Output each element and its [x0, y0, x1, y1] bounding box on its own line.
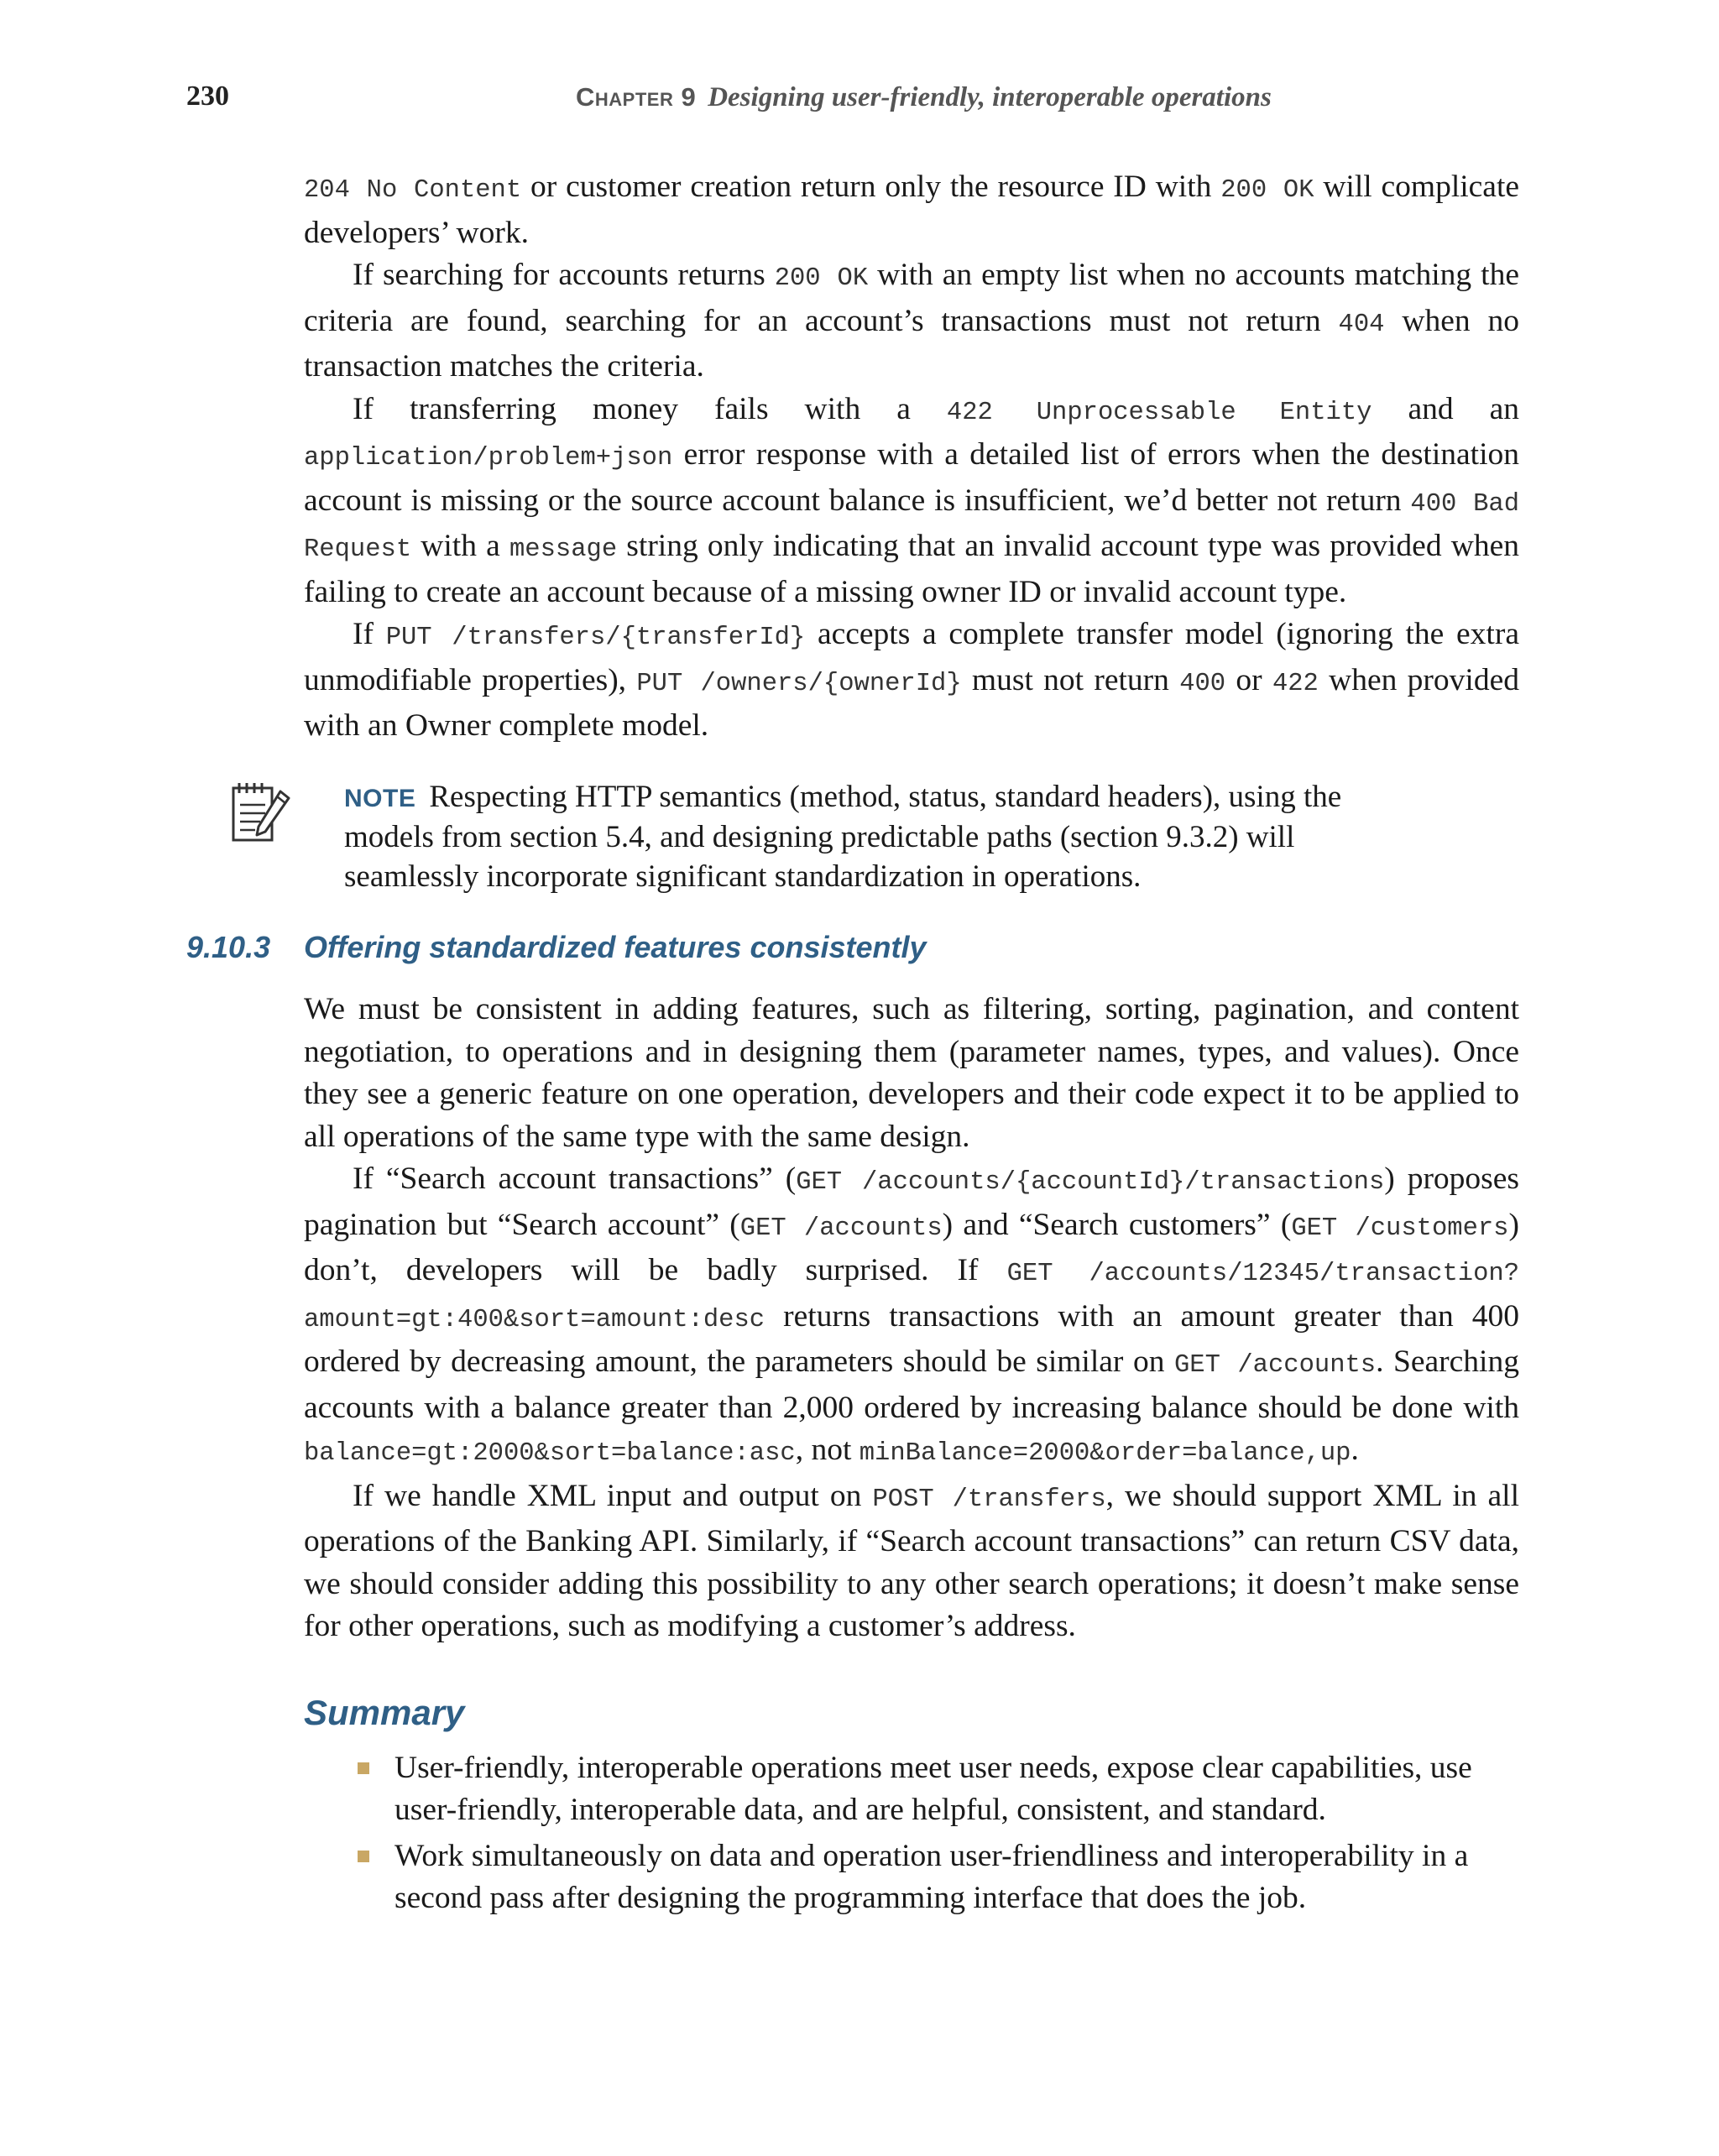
code-inline: 200 OK	[774, 264, 869, 293]
text-run: returns transactions with an amount greater than 400 ordered by decreasing amount, the parameters should be similar on	[304, 1298, 1519, 1379]
code-inline: GET /accounts	[739, 1214, 943, 1243]
code-inline: GET /accounts	[1174, 1351, 1377, 1380]
summary-list	[304, 1747, 1519, 1920]
code-inline: PUT /transfers/{transferId}	[385, 624, 806, 652]
chapter-title: Designing user-friendly, interoperable operations	[708, 82, 1272, 112]
section-number: 9.10.3	[186, 930, 271, 964]
text-run: ) don’t, developers will be badly surprised. If	[304, 1207, 1519, 1287]
text-run: If we handle XML input and output on	[353, 1478, 873, 1513]
text-run: .	[1351, 1433, 1359, 1467]
text-run: If “Search account transactions” (	[353, 1162, 797, 1196]
code-inline: PUT /owners/{ownerId}	[636, 669, 962, 698]
paragraph	[304, 1158, 1519, 1475]
code-inline: 404	[1338, 310, 1385, 339]
code-inline: 200 OK	[1220, 176, 1314, 205]
text-run: will complicate developers’ work.	[304, 170, 1520, 250]
text-run: error response with a detailed list of errors when the destination account is missing or the source account balance is insufficient, we’d better not return	[304, 437, 1519, 518]
paragraph-continued	[304, 166, 1519, 254]
text-run: when provided with an Owner complete model.	[304, 662, 1519, 743]
note-body: Respecting HTTP semantics (method, status, standard headers), using the models from section 5.4, and designing predictable paths (section 9.3.2) will seamlessly incorporate significant standardization in operations.	[344, 779, 1342, 894]
page-number: 230	[186, 81, 229, 112]
text-run: with an empty list when no accounts matching the criteria are found, searching for an account’s transactions must not return	[304, 258, 1519, 338]
summary-item	[304, 1747, 1519, 1832]
code-inline: minBalance=2000&order=balance,up	[859, 1439, 1351, 1468]
text-run: ) proposes pagination but “Search account” (	[304, 1162, 1520, 1242]
text-run: and an	[1372, 391, 1519, 426]
text-run: or customer creation return only the resource ID with	[521, 170, 1221, 204]
code-inline: balance=gt:2000&sort=balance:asc	[304, 1439, 796, 1468]
square-bullet-icon	[358, 1851, 369, 1862]
code-inline: POST /transfers	[872, 1485, 1106, 1514]
text-run: must not return	[961, 662, 1180, 697]
code-inline: 422	[1272, 669, 1319, 698]
note-label: NOTE	[344, 784, 416, 812]
paragraph: We must be consistent in adding features, such as filtering, sorting, pagination, and content negotiation, to operations and in designing them (parameter names, types, and values). Once they see a generic feature on one operation, developers and their code expect it to be applied to all operations of the same type with the same design.	[304, 992, 1519, 1154]
summary-item	[304, 1835, 1519, 1920]
paragraph	[304, 1475, 1519, 1648]
code-inline: 422 Unprocessable Entity	[946, 398, 1372, 427]
page-body	[186, 166, 1520, 1924]
text-run: or	[1225, 662, 1272, 697]
code-inline: application/problem+json	[304, 444, 673, 472]
code-inline: GET /accounts/12345/transaction?amount=gt:400&sort=amount:desc	[304, 1260, 1519, 1334]
code-inline: GET /accounts/{accountId}/transactions	[796, 1168, 1385, 1197]
summary-item-text: User-friendly, interoperable operations meet user needs, expose clear capabilities, use user-friendly, interoperable data, and are helpful, consistent, and standard.	[394, 1750, 1472, 1827]
text-run: accepts a complete transfer model (ignoring the extra unmodifiable properties),	[304, 617, 1519, 697]
code-inline: 400	[1179, 669, 1226, 698]
paragraph	[304, 254, 1519, 389]
text-run: when no transaction matches the criteria.	[304, 303, 1519, 384]
square-bullet-icon	[358, 1762, 369, 1774]
chapter-label: Chapter 9	[576, 82, 697, 112]
summary-item-text: Work simultaneously on data and operation user-friendliness and interoperability in a second pass after designing the programming interface that does the job.	[394, 1838, 1469, 1915]
text-run: . Searching accounts with a balance greater than 2,000 ordered by increasing balance should be done with	[304, 1344, 1519, 1425]
page-header	[0, 81, 1719, 121]
text-run: with a	[411, 529, 509, 563]
running-head	[576, 82, 1272, 113]
notepad-pencil-icon	[230, 780, 290, 847]
text-run: ) and “Search customers” (	[942, 1207, 1292, 1242]
text-run: If	[353, 617, 386, 651]
code-inline: message	[509, 535, 618, 564]
text-run: string only indicating that an invalid account type was provided when failing to create an account because of a missing owner ID or invalid account type.	[304, 529, 1519, 609]
section-title: Offering standardized features consistently	[304, 930, 927, 964]
text-run: , not	[795, 1433, 860, 1467]
paragraph	[304, 389, 1519, 614]
note-text	[344, 778, 1435, 897]
code-inline: 400 Bad Request	[304, 489, 1519, 564]
text-run: If searching for accounts returns	[353, 258, 775, 292]
text-run: , we should support XML in all operations of the Banking API. Similarly, if “Search account transactions” can return CSV data, we should consider adding this possibility to any other search operations; it doesn’t make sense for other operations, such as modifying a customer’s address.	[304, 1478, 1520, 1643]
paragraph	[304, 613, 1519, 748]
summary-heading: Summary	[304, 1692, 465, 1732]
code-inline: GET /customers	[1291, 1214, 1509, 1243]
section-heading	[186, 930, 1519, 974]
text-run: If transferring money fails with a	[353, 391, 947, 426]
code-inline: 204 No Content	[304, 176, 522, 205]
note-box	[304, 778, 1435, 897]
